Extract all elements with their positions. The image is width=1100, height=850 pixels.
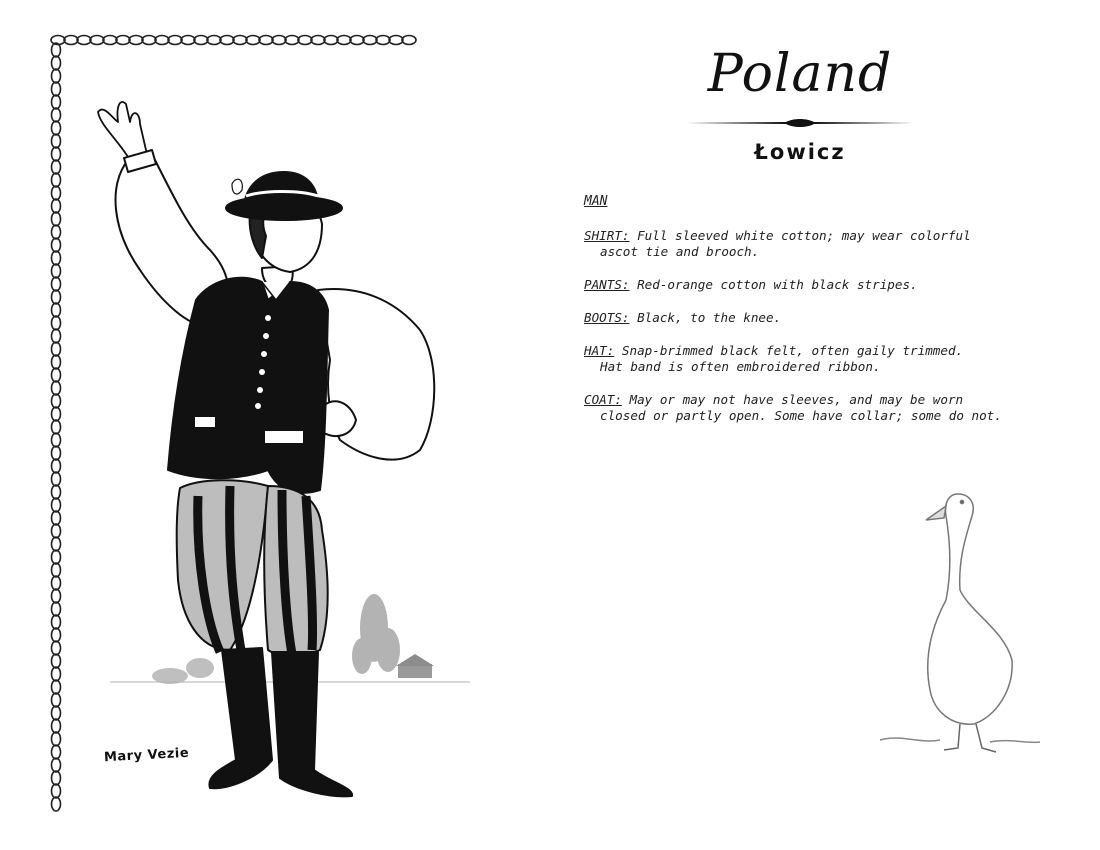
- entry-text: Red-orange cotton with black stripes.: [629, 277, 918, 292]
- entry-label: HAT:: [584, 343, 615, 358]
- costume-entries: [584, 228, 1084, 441]
- costume-entry: [584, 228, 1084, 260]
- entry-text-continued: Hat band is often embroidered ribbon.: [600, 359, 881, 374]
- section-heading: MAN: [584, 194, 608, 209]
- dancer-figure: [98, 102, 434, 796]
- entry-text: May or may not have sleeves, and may be worn: [621, 392, 964, 407]
- entry-label: BOOTS:: [584, 310, 630, 325]
- page-title: Poland: [707, 44, 893, 104]
- entry-text-continued: ascot tie and brooch.: [600, 244, 760, 259]
- costume-entry: [584, 277, 1084, 293]
- entry-label: COAT:: [584, 392, 622, 407]
- region-subtitle: Łowicz: [754, 140, 846, 164]
- entry-label: PANTS:: [584, 277, 630, 292]
- entry-text: Snap-brimmed black felt, often gaily trimmed.: [614, 343, 964, 358]
- entry-text: Full sleeved white cotton; may wear colorful: [629, 228, 971, 243]
- costume-entry: [584, 310, 1084, 326]
- title-divider: [686, 116, 914, 130]
- entry-text-continued: closed or partly open. Some have collar; some do not.: [600, 408, 1002, 423]
- entry-label: SHIRT:: [584, 228, 630, 243]
- costume-entry: [584, 392, 1084, 424]
- entry-text: Black, to the knee.: [629, 310, 782, 325]
- goose-illustration: [880, 494, 1040, 752]
- artist-signature: Mary Vezie: [103, 745, 190, 766]
- costume-entry: [584, 343, 1084, 375]
